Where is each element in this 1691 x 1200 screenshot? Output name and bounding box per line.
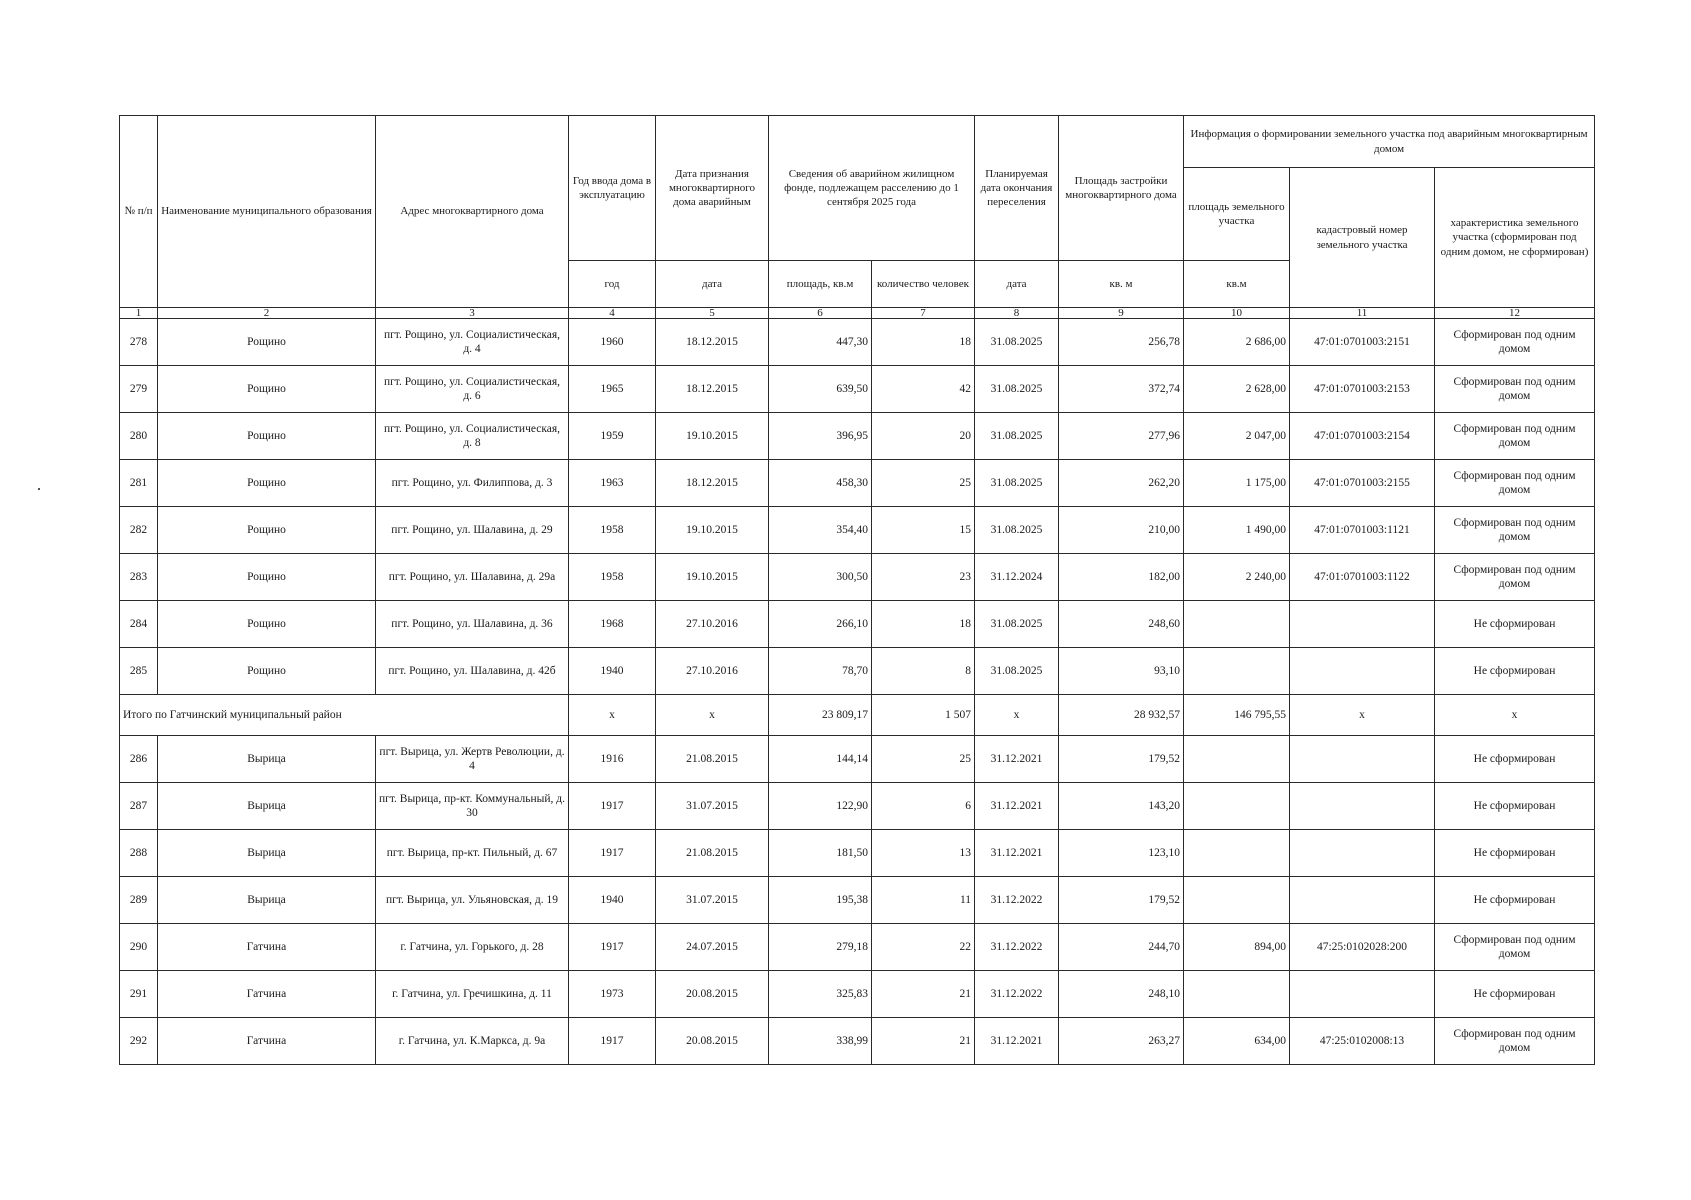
- build-area-cell: 182,00: [1059, 554, 1184, 601]
- fund-area-cell: 300,50: [769, 554, 872, 601]
- row-number: 281: [120, 460, 158, 507]
- total-planned: x: [975, 695, 1059, 736]
- land-status-cell: Не сформирован: [1435, 830, 1595, 877]
- cadastral-number-cell: 47:01:0701003:2153: [1290, 366, 1435, 413]
- recognition-date-cell: 27.10.2016: [656, 601, 769, 648]
- land-status-cell: Не сформирован: [1435, 648, 1595, 695]
- table-row: [120, 507, 1595, 554]
- fund-area-cell: 447,30: [769, 319, 872, 366]
- header-land-area: площадь земельного участка: [1184, 168, 1290, 261]
- planned-date-cell: 31.12.2022: [975, 924, 1059, 971]
- column-number: 8: [975, 308, 1059, 319]
- people-count-cell: 6: [872, 783, 975, 830]
- emergency-housing-table: [119, 115, 1595, 1065]
- total-cadastral: x: [1290, 695, 1435, 736]
- table-row: [120, 601, 1595, 648]
- row-number: 278: [120, 319, 158, 366]
- table-row: [120, 924, 1595, 971]
- fund-area-cell: 195,38: [769, 877, 872, 924]
- land-area-cell: [1184, 736, 1290, 783]
- people-count-cell: 21: [872, 971, 975, 1018]
- column-number: 9: [1059, 308, 1184, 319]
- row-number: 290: [120, 924, 158, 971]
- people-count-cell: 11: [872, 877, 975, 924]
- people-count-cell: 18: [872, 319, 975, 366]
- year-cell: 1960: [569, 319, 656, 366]
- year-cell: 1917: [569, 1018, 656, 1065]
- year-cell: 1917: [569, 830, 656, 877]
- recognition-date-cell: 19.10.2015: [656, 554, 769, 601]
- land-status-cell: Сформирован под одним домом: [1435, 366, 1595, 413]
- land-status-cell: Не сформирован: [1435, 971, 1595, 1018]
- people-count-cell: 8: [872, 648, 975, 695]
- table-row: [120, 366, 1595, 413]
- year-cell: 1965: [569, 366, 656, 413]
- cadastral-number-cell: [1290, 971, 1435, 1018]
- cadastral-number-cell: [1290, 783, 1435, 830]
- build-area-cell: 244,70: [1059, 924, 1184, 971]
- header-address: Адрес многоквартирного дома: [376, 116, 569, 308]
- cadastral-number-cell: 47:01:0701003:2151: [1290, 319, 1435, 366]
- land-status-cell: Не сформирован: [1435, 783, 1595, 830]
- people-count-cell: 21: [872, 1018, 975, 1065]
- people-count-cell: 13: [872, 830, 975, 877]
- build-area-cell: 372,74: [1059, 366, 1184, 413]
- row-number: 284: [120, 601, 158, 648]
- build-area-cell: 93,10: [1059, 648, 1184, 695]
- address-cell: пгт. Рощино, ул. Шалавина, д. 29а: [376, 554, 569, 601]
- header-row: [120, 116, 1595, 168]
- land-status-cell: Сформирован под одним домом: [1435, 924, 1595, 971]
- row-number: 291: [120, 971, 158, 1018]
- land-area-cell: [1184, 830, 1290, 877]
- address-cell: пгт. Рощино, ул. Социалистическая, д. 8: [376, 413, 569, 460]
- fund-area-cell: 181,50: [769, 830, 872, 877]
- unit-planned-date: дата: [975, 261, 1059, 308]
- people-count-cell: 25: [872, 460, 975, 507]
- cadastral-number-cell: [1290, 877, 1435, 924]
- municipality-cell: Вырица: [158, 736, 376, 783]
- fund-area-cell: 279,18: [769, 924, 872, 971]
- address-cell: пгт. Вырица, ул. Ульяновская, д. 19: [376, 877, 569, 924]
- unit-build-sqm: кв. м: [1059, 261, 1184, 308]
- column-number: 5: [656, 308, 769, 319]
- build-area-cell: 263,27: [1059, 1018, 1184, 1065]
- people-count-cell: 25: [872, 736, 975, 783]
- recognition-date-cell: 24.07.2015: [656, 924, 769, 971]
- municipality-cell: Гатчина: [158, 971, 376, 1018]
- municipality-cell: Рощино: [158, 319, 376, 366]
- header-num: № п/п: [120, 116, 158, 308]
- fund-area-cell: 325,83: [769, 971, 872, 1018]
- fund-area-cell: 396,95: [769, 413, 872, 460]
- recognition-date-cell: 21.08.2015: [656, 830, 769, 877]
- address-cell: пгт. Рощино, ул. Социалистическая, д. 4: [376, 319, 569, 366]
- fund-area-cell: 122,90: [769, 783, 872, 830]
- column-number: 2: [158, 308, 376, 319]
- column-number: 4: [569, 308, 656, 319]
- municipality-cell: Рощино: [158, 648, 376, 695]
- address-cell: пгт. Рощино, ул. Социалистическая, д. 6: [376, 366, 569, 413]
- header-recognition-date: Дата признания многоквартирного дома аварийным: [656, 116, 769, 261]
- land-status-cell: Сформирован под одним домом: [1435, 413, 1595, 460]
- total-fund-area: 23 809,17: [769, 695, 872, 736]
- planned-date-cell: 31.12.2022: [975, 971, 1059, 1018]
- row-number: 280: [120, 413, 158, 460]
- header-land-status: характеристика земельного участка (сформирован под одним домом, не сформирован): [1435, 168, 1595, 308]
- municipality-cell: Рощино: [158, 507, 376, 554]
- header-land-info: Информация о формировании земельного участка под аварийным многоквартирным домом: [1184, 116, 1595, 168]
- table-row: [120, 1018, 1595, 1065]
- people-count-cell: 23: [872, 554, 975, 601]
- land-area-cell: 2 047,00: [1184, 413, 1290, 460]
- address-cell: г. Гатчина, ул. Горького, д. 28: [376, 924, 569, 971]
- municipality-cell: Вырица: [158, 830, 376, 877]
- recognition-date-cell: 27.10.2016: [656, 648, 769, 695]
- land-status-cell: Не сформирован: [1435, 736, 1595, 783]
- header-planned-date: Планируемая дата окончания переселения: [975, 116, 1059, 261]
- planned-date-cell: 31.12.2021: [975, 1018, 1059, 1065]
- land-area-cell: [1184, 971, 1290, 1018]
- planned-date-cell: 31.08.2025: [975, 601, 1059, 648]
- header-municipality: Наименование муниципального образования: [158, 116, 376, 308]
- column-number: 7: [872, 308, 975, 319]
- address-cell: пгт. Вырица, пр-кт. Пильный, д. 67: [376, 830, 569, 877]
- recognition-date-cell: 18.12.2015: [656, 460, 769, 507]
- row-number: 283: [120, 554, 158, 601]
- address-cell: г. Гатчина, ул. К.Маркса, д. 9а: [376, 1018, 569, 1065]
- address-cell: пгт. Рощино, ул. Шалавина, д. 42б: [376, 648, 569, 695]
- year-cell: 1959: [569, 413, 656, 460]
- people-count-cell: 18: [872, 601, 975, 648]
- land-status-cell: Сформирован под одним домом: [1435, 1018, 1595, 1065]
- row-number: 282: [120, 507, 158, 554]
- municipality-cell: Рощино: [158, 601, 376, 648]
- build-area-cell: 179,52: [1059, 736, 1184, 783]
- land-status-cell: Сформирован под одним домом: [1435, 319, 1595, 366]
- recognition-date-cell: 18.12.2015: [656, 366, 769, 413]
- year-cell: 1940: [569, 877, 656, 924]
- cadastral-number-cell: 47:25:0102008:13: [1290, 1018, 1435, 1065]
- recognition-date-cell: 19.10.2015: [656, 507, 769, 554]
- recognition-date-cell: 31.07.2015: [656, 783, 769, 830]
- year-cell: 1917: [569, 783, 656, 830]
- build-area-cell: 179,52: [1059, 877, 1184, 924]
- total-build-area: 28 932,57: [1059, 695, 1184, 736]
- fund-area-cell: 266,10: [769, 601, 872, 648]
- land-area-cell: 1 175,00: [1184, 460, 1290, 507]
- cadastral-number-cell: [1290, 830, 1435, 877]
- address-cell: г. Гатчина, ул. Гречишкина, д. 11: [376, 971, 569, 1018]
- land-area-cell: [1184, 783, 1290, 830]
- municipality-cell: Гатчина: [158, 924, 376, 971]
- municipality-cell: Рощино: [158, 413, 376, 460]
- land-status-cell: Не сформирован: [1435, 877, 1595, 924]
- land-status-cell: Не сформирован: [1435, 601, 1595, 648]
- planned-date-cell: 31.08.2025: [975, 366, 1059, 413]
- planned-date-cell: 31.08.2025: [975, 507, 1059, 554]
- year-cell: 1968: [569, 601, 656, 648]
- planned-date-cell: 31.08.2025: [975, 319, 1059, 366]
- row-number: 286: [120, 736, 158, 783]
- recognition-date-cell: 19.10.2015: [656, 413, 769, 460]
- fund-area-cell: 458,30: [769, 460, 872, 507]
- column-number: 3: [376, 308, 569, 319]
- fund-area-cell: 639,50: [769, 366, 872, 413]
- recognition-date-cell: 20.08.2015: [656, 971, 769, 1018]
- column-number: 10: [1184, 308, 1290, 319]
- address-cell: пгт. Рощино, ул. Шалавина, д. 36: [376, 601, 569, 648]
- municipality-cell: Рощино: [158, 366, 376, 413]
- table-row: [120, 830, 1595, 877]
- build-area-cell: 248,60: [1059, 601, 1184, 648]
- unit-date: дата: [656, 261, 769, 308]
- column-number: 11: [1290, 308, 1435, 319]
- recognition-date-cell: 31.07.2015: [656, 877, 769, 924]
- planned-date-cell: 31.12.2021: [975, 783, 1059, 830]
- table-row: [120, 648, 1595, 695]
- year-cell: 1958: [569, 554, 656, 601]
- address-cell: пгт. Вырица, ул. Жертв Революции, д. 4: [376, 736, 569, 783]
- column-number: 6: [769, 308, 872, 319]
- planned-date-cell: 31.12.2024: [975, 554, 1059, 601]
- table-row: [120, 971, 1595, 1018]
- municipality-cell: Вырица: [158, 783, 376, 830]
- cadastral-number-cell: 47:01:0701003:1122: [1290, 554, 1435, 601]
- municipality-cell: Вырица: [158, 877, 376, 924]
- header-fund-info: Сведения об аварийном жилищном фонде, подлежащем расселению до 1 сентября 2025 года: [769, 116, 975, 261]
- year-cell: 1958: [569, 507, 656, 554]
- people-count-cell: 42: [872, 366, 975, 413]
- planned-date-cell: 31.12.2021: [975, 736, 1059, 783]
- unit-land-sqm: кв.м: [1184, 261, 1290, 308]
- build-area-cell: 256,78: [1059, 319, 1184, 366]
- total-year: x: [569, 695, 656, 736]
- recognition-date-cell: 18.12.2015: [656, 319, 769, 366]
- land-area-cell: 634,00: [1184, 1018, 1290, 1065]
- build-area-cell: 123,10: [1059, 830, 1184, 877]
- land-area-cell: [1184, 648, 1290, 695]
- row-number: 288: [120, 830, 158, 877]
- header-cadastral: кадастровый номер земельного участка: [1290, 168, 1435, 308]
- land-status-cell: Сформирован под одним домом: [1435, 460, 1595, 507]
- cadastral-number-cell: [1290, 648, 1435, 695]
- scan-speck: [38, 488, 40, 490]
- column-number: 12: [1435, 308, 1595, 319]
- table-row: [120, 554, 1595, 601]
- header-build-area: Площадь застройки многоквартирного дома: [1059, 116, 1184, 261]
- unit-people: количество человек: [872, 261, 975, 308]
- people-count-cell: 20: [872, 413, 975, 460]
- address-cell: пгт. Рощино, ул. Шалавина, д. 29: [376, 507, 569, 554]
- land-area-cell: 2 240,00: [1184, 554, 1290, 601]
- people-count-cell: 22: [872, 924, 975, 971]
- build-area-cell: 248,10: [1059, 971, 1184, 1018]
- total-land-area: 146 795,55: [1184, 695, 1290, 736]
- total-date: x: [656, 695, 769, 736]
- cadastral-number-cell: 47:01:0701003:1121: [1290, 507, 1435, 554]
- year-cell: 1973: [569, 971, 656, 1018]
- build-area-cell: 210,00: [1059, 507, 1184, 554]
- land-status-cell: Сформирован под одним домом: [1435, 554, 1595, 601]
- row-number: 279: [120, 366, 158, 413]
- cadastral-number-cell: 47:01:0701003:2155: [1290, 460, 1435, 507]
- land-area-cell: 2 628,00: [1184, 366, 1290, 413]
- year-cell: 1917: [569, 924, 656, 971]
- row-number: 292: [120, 1018, 158, 1065]
- municipality-cell: Рощино: [158, 460, 376, 507]
- land-status-cell: Сформирован под одним домом: [1435, 507, 1595, 554]
- recognition-date-cell: 20.08.2015: [656, 1018, 769, 1065]
- column-number: 1: [120, 308, 158, 319]
- land-area-cell: [1184, 877, 1290, 924]
- cadastral-number-cell: [1290, 601, 1435, 648]
- land-area-cell: 2 686,00: [1184, 319, 1290, 366]
- build-area-cell: 277,96: [1059, 413, 1184, 460]
- header-year: Год ввода дома в эксплуатацию: [569, 116, 656, 261]
- year-cell: 1963: [569, 460, 656, 507]
- row-number: 289: [120, 877, 158, 924]
- build-area-cell: 143,20: [1059, 783, 1184, 830]
- fund-area-cell: 78,70: [769, 648, 872, 695]
- planned-date-cell: 31.08.2025: [975, 413, 1059, 460]
- unit-year: год: [569, 261, 656, 308]
- total-status: x: [1435, 695, 1595, 736]
- planned-date-cell: 31.08.2025: [975, 460, 1059, 507]
- year-cell: 1916: [569, 736, 656, 783]
- year-cell: 1940: [569, 648, 656, 695]
- row-number: 287: [120, 783, 158, 830]
- total-row: [120, 695, 1595, 736]
- table-row: [120, 413, 1595, 460]
- land-area-cell: [1184, 601, 1290, 648]
- table-row: [120, 319, 1595, 366]
- table-row: [120, 783, 1595, 830]
- planned-date-cell: 31.12.2022: [975, 877, 1059, 924]
- planned-date-cell: 31.08.2025: [975, 648, 1059, 695]
- column-number-row: [120, 308, 1595, 319]
- municipality-cell: Гатчина: [158, 1018, 376, 1065]
- total-people: 1 507: [872, 695, 975, 736]
- municipality-cell: Рощино: [158, 554, 376, 601]
- table-row: [120, 877, 1595, 924]
- table-row: [120, 736, 1595, 783]
- land-area-cell: 894,00: [1184, 924, 1290, 971]
- unit-area: площадь, кв.м: [769, 261, 872, 308]
- address-cell: пгт. Вырица, пр-кт. Коммунальный, д. 30: [376, 783, 569, 830]
- fund-area-cell: 354,40: [769, 507, 872, 554]
- build-area-cell: 262,20: [1059, 460, 1184, 507]
- land-area-cell: 1 490,00: [1184, 507, 1290, 554]
- cadastral-number-cell: 47:01:0701003:2154: [1290, 413, 1435, 460]
- planned-date-cell: 31.12.2021: [975, 830, 1059, 877]
- total-label: Итого по Гатчинский муниципальный район: [120, 695, 569, 736]
- address-cell: пгт. Рощино, ул. Филиппова, д. 3: [376, 460, 569, 507]
- table-row: [120, 460, 1595, 507]
- fund-area-cell: 144,14: [769, 736, 872, 783]
- fund-area-cell: 338,99: [769, 1018, 872, 1065]
- people-count-cell: 15: [872, 507, 975, 554]
- cadastral-number-cell: [1290, 736, 1435, 783]
- cadastral-number-cell: 47:25:0102028:200: [1290, 924, 1435, 971]
- row-number: 285: [120, 648, 158, 695]
- recognition-date-cell: 21.08.2015: [656, 736, 769, 783]
